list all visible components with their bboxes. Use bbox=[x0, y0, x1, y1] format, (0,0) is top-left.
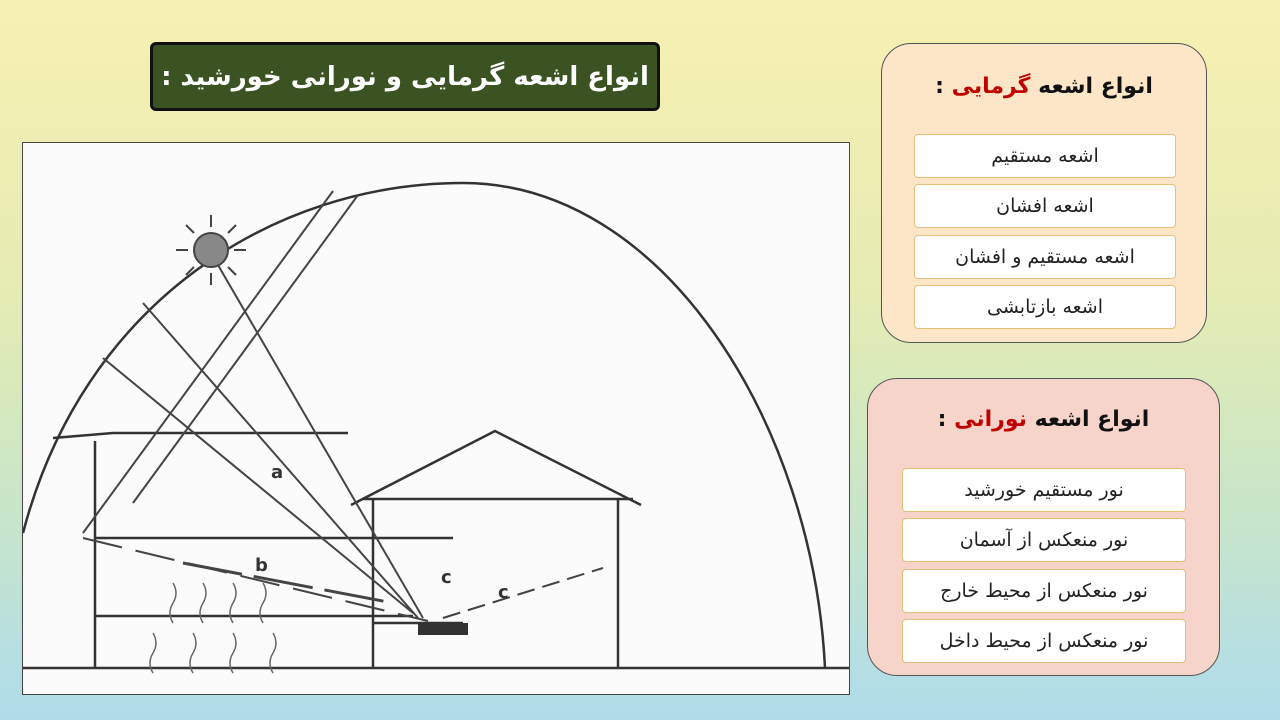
light-title-suffix: : bbox=[937, 407, 955, 432]
heat-title-suffix: : bbox=[935, 74, 952, 99]
ray-ground-reflect bbox=[83, 538, 428, 621]
house-roof bbox=[351, 431, 641, 505]
light-item-internal-reflect: نور منعکس از محیط داخل bbox=[902, 619, 1186, 663]
light-title-highlight: نورانی bbox=[954, 407, 1027, 432]
window-opening bbox=[418, 623, 468, 635]
sky-dome bbox=[23, 183, 825, 668]
light-panel-title bbox=[868, 407, 1219, 432]
ray-b bbox=[183, 563, 393, 603]
light-title-prefix: انواع اشعه bbox=[1034, 407, 1150, 432]
ray-sun bbox=[211, 253, 423, 618]
ray-sky-1 bbox=[143, 303, 418, 618]
page-title-text: انواع اشعه گرمایی و نورانی خورشید : bbox=[161, 61, 649, 92]
label-a: a bbox=[271, 462, 284, 483]
heat-item-diffuse: اشعه افشان bbox=[914, 184, 1176, 228]
light-item-direct-sun: نور مستقیم خورشید bbox=[902, 468, 1186, 512]
light-item-sky-reflect: نور منعکس از آسمان bbox=[902, 518, 1186, 562]
light-radiation-panel bbox=[867, 378, 1220, 676]
heat-title-highlight: گرمایی bbox=[951, 74, 1031, 99]
heat-item-reflected: اشعه بازتابشی bbox=[914, 285, 1176, 329]
heat-waves bbox=[150, 583, 276, 673]
ray-internal-c bbox=[443, 568, 603, 618]
ray-direct-2 bbox=[133, 195, 358, 503]
heat-panel-title bbox=[882, 74, 1206, 99]
sun-icon bbox=[176, 215, 246, 285]
label-b: b bbox=[255, 555, 268, 576]
solar-radiation-diagram bbox=[22, 142, 850, 695]
heat-item-direct: اشعه مستقیم bbox=[914, 134, 1176, 178]
heat-radiation-panel bbox=[881, 43, 1207, 343]
light-item-external-reflect: نور منعکس از محیط خارج bbox=[902, 569, 1186, 613]
page-title bbox=[150, 42, 660, 111]
label-c2: c bbox=[498, 582, 509, 603]
diagram-svg bbox=[23, 143, 850, 695]
label-c1: c bbox=[441, 567, 452, 588]
heat-title-prefix: انواع اشعه bbox=[1038, 74, 1153, 99]
heat-item-direct-diffuse: اشعه مستقیم و افشان bbox=[914, 235, 1176, 279]
